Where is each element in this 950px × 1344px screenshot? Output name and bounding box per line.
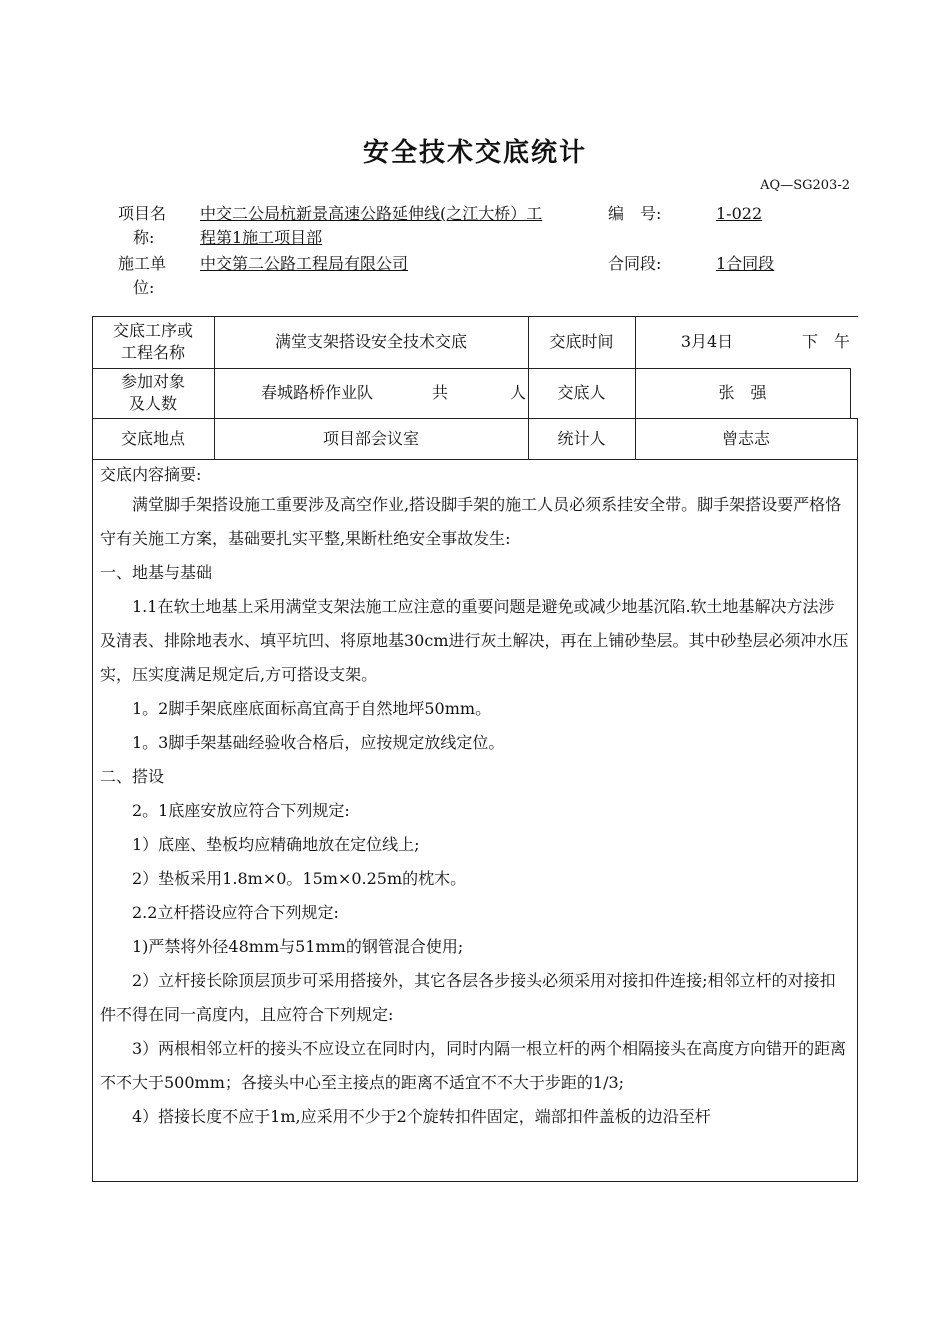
location-value: 项目部会议室 — [322, 428, 419, 448]
content-paragraph: 1.1在软土地基上采用满堂支架法施工应注意的重要问题是避免或减少地基沉陷.软土地基解决方法涉及清表、排除地表水、填平坑凹、将原地基30cm进行灰土解决，再在上铺砂垫层。其中砂垫层必须冲水压实，压实度满足规定后,方可搭设支架。 — [100, 597, 849, 684]
project-name-line2: 程第1施工项目部 — [200, 228, 323, 247]
document-title: 安全技术交底统计 — [362, 138, 587, 168]
construction-unit-value: 中交第二公路工程局有限公司 — [200, 254, 409, 273]
contract-label: 合同段: — [608, 254, 662, 273]
time-date: 3月4日 — [680, 332, 734, 351]
participants-label: 参加对象 及人数 — [120, 372, 185, 413]
section-heading-erection: 二、搭设 — [100, 767, 165, 786]
unit-label-line1: 施工单 — [118, 254, 167, 273]
location-label: 交底地点 — [120, 428, 185, 448]
content-paragraph: 满堂脚手架搭设施工重要涉及高空作业,搭设脚手架的施工人员必须系挂安全带。脚手架搭设要严格恪守有关施工方案，基础要扎实平整,果断杜绝安全事故发生: — [100, 495, 842, 548]
content-paragraph: 2）立杆接长除顶层顶步可采用搭接外，其它各层各步接头必须采用对接扣件连接;相邻立杆的对接扣件不得在同一高度内，且应符合下列规定: — [100, 971, 836, 1024]
content-paragraph: 2.2立杆搭设应符合下列规定: — [132, 903, 339, 922]
handover-content — [100, 462, 850, 1134]
presenter-value: 张 强 — [718, 383, 767, 402]
table-rule-3 — [92, 459, 858, 460]
summary-label: 交底内容摘要: — [100, 465, 202, 484]
table-rule-right-short — [850, 368, 851, 418]
content-paragraph: 1）底座、垫板均应精确地放在定位线上; — [132, 835, 420, 854]
process-value: 满堂支架搭设安全技术交底 — [274, 332, 467, 351]
unit-label-line2: 位: — [133, 278, 155, 297]
table-border-right — [857, 418, 858, 1182]
contract-value: 1合同段 — [716, 254, 775, 273]
document-code: AQ—SG203-2 — [760, 178, 850, 193]
participants-total: 共 — [431, 383, 448, 402]
project-name-line1: 中交二公局杭新景高速公路延伸线(之江大桥）工 — [200, 204, 543, 223]
time-label: 交底时间 — [549, 332, 614, 351]
content-paragraph: 1。2脚手架底座底面标高宜高于自然地坪50mm。 — [132, 699, 492, 718]
number-value: 1-022 — [716, 204, 763, 223]
time-ampm: 下 午 — [801, 332, 850, 351]
statistician-value: 曾志志 — [721, 428, 770, 448]
content-paragraph: 2）垫板采用1.8m×0。15m×0.25m的枕木。 — [132, 869, 467, 888]
process-label: 交底工序或 工程名称 — [112, 321, 193, 362]
presenter-label: 交底人 — [557, 383, 606, 402]
content-paragraph: 1。3脚手架基础经验收合格后，应按规定放线定位。 — [132, 733, 505, 752]
content-paragraph: 2。1底座安放应符合下列规定: — [132, 801, 350, 820]
content-paragraph: 1)严禁将外径48mm与51mm的钢管混合使用; — [132, 937, 464, 956]
number-label: 编 号: — [608, 204, 662, 223]
table-border-bottom — [92, 1181, 858, 1182]
participants-unit: 人 — [509, 383, 526, 402]
project-label-line2: 称: — [133, 228, 155, 247]
section-heading-foundation: 一、地基与基础 — [100, 563, 213, 582]
content-paragraph: 4）搭接长度不应于1m,应采用不少于2个旋转扣件固定，端部扣件盖板的边沿至杆 — [132, 1107, 711, 1126]
handover-table — [92, 316, 858, 1182]
project-label-line1: 项目名 — [118, 204, 167, 223]
content-paragraph: 3）两根相邻立杆的接头不应设立在同时内，同时内隔一根立杆的两个相隔接头在高度方向错开的距离不不大于500mm；各接头中心至主接点的距离不适宜不不大于步距的1/3; — [100, 1039, 847, 1092]
participants-value: 春城路桥作业队 — [260, 383, 373, 402]
statistician-label: 统计人 — [557, 428, 606, 448]
